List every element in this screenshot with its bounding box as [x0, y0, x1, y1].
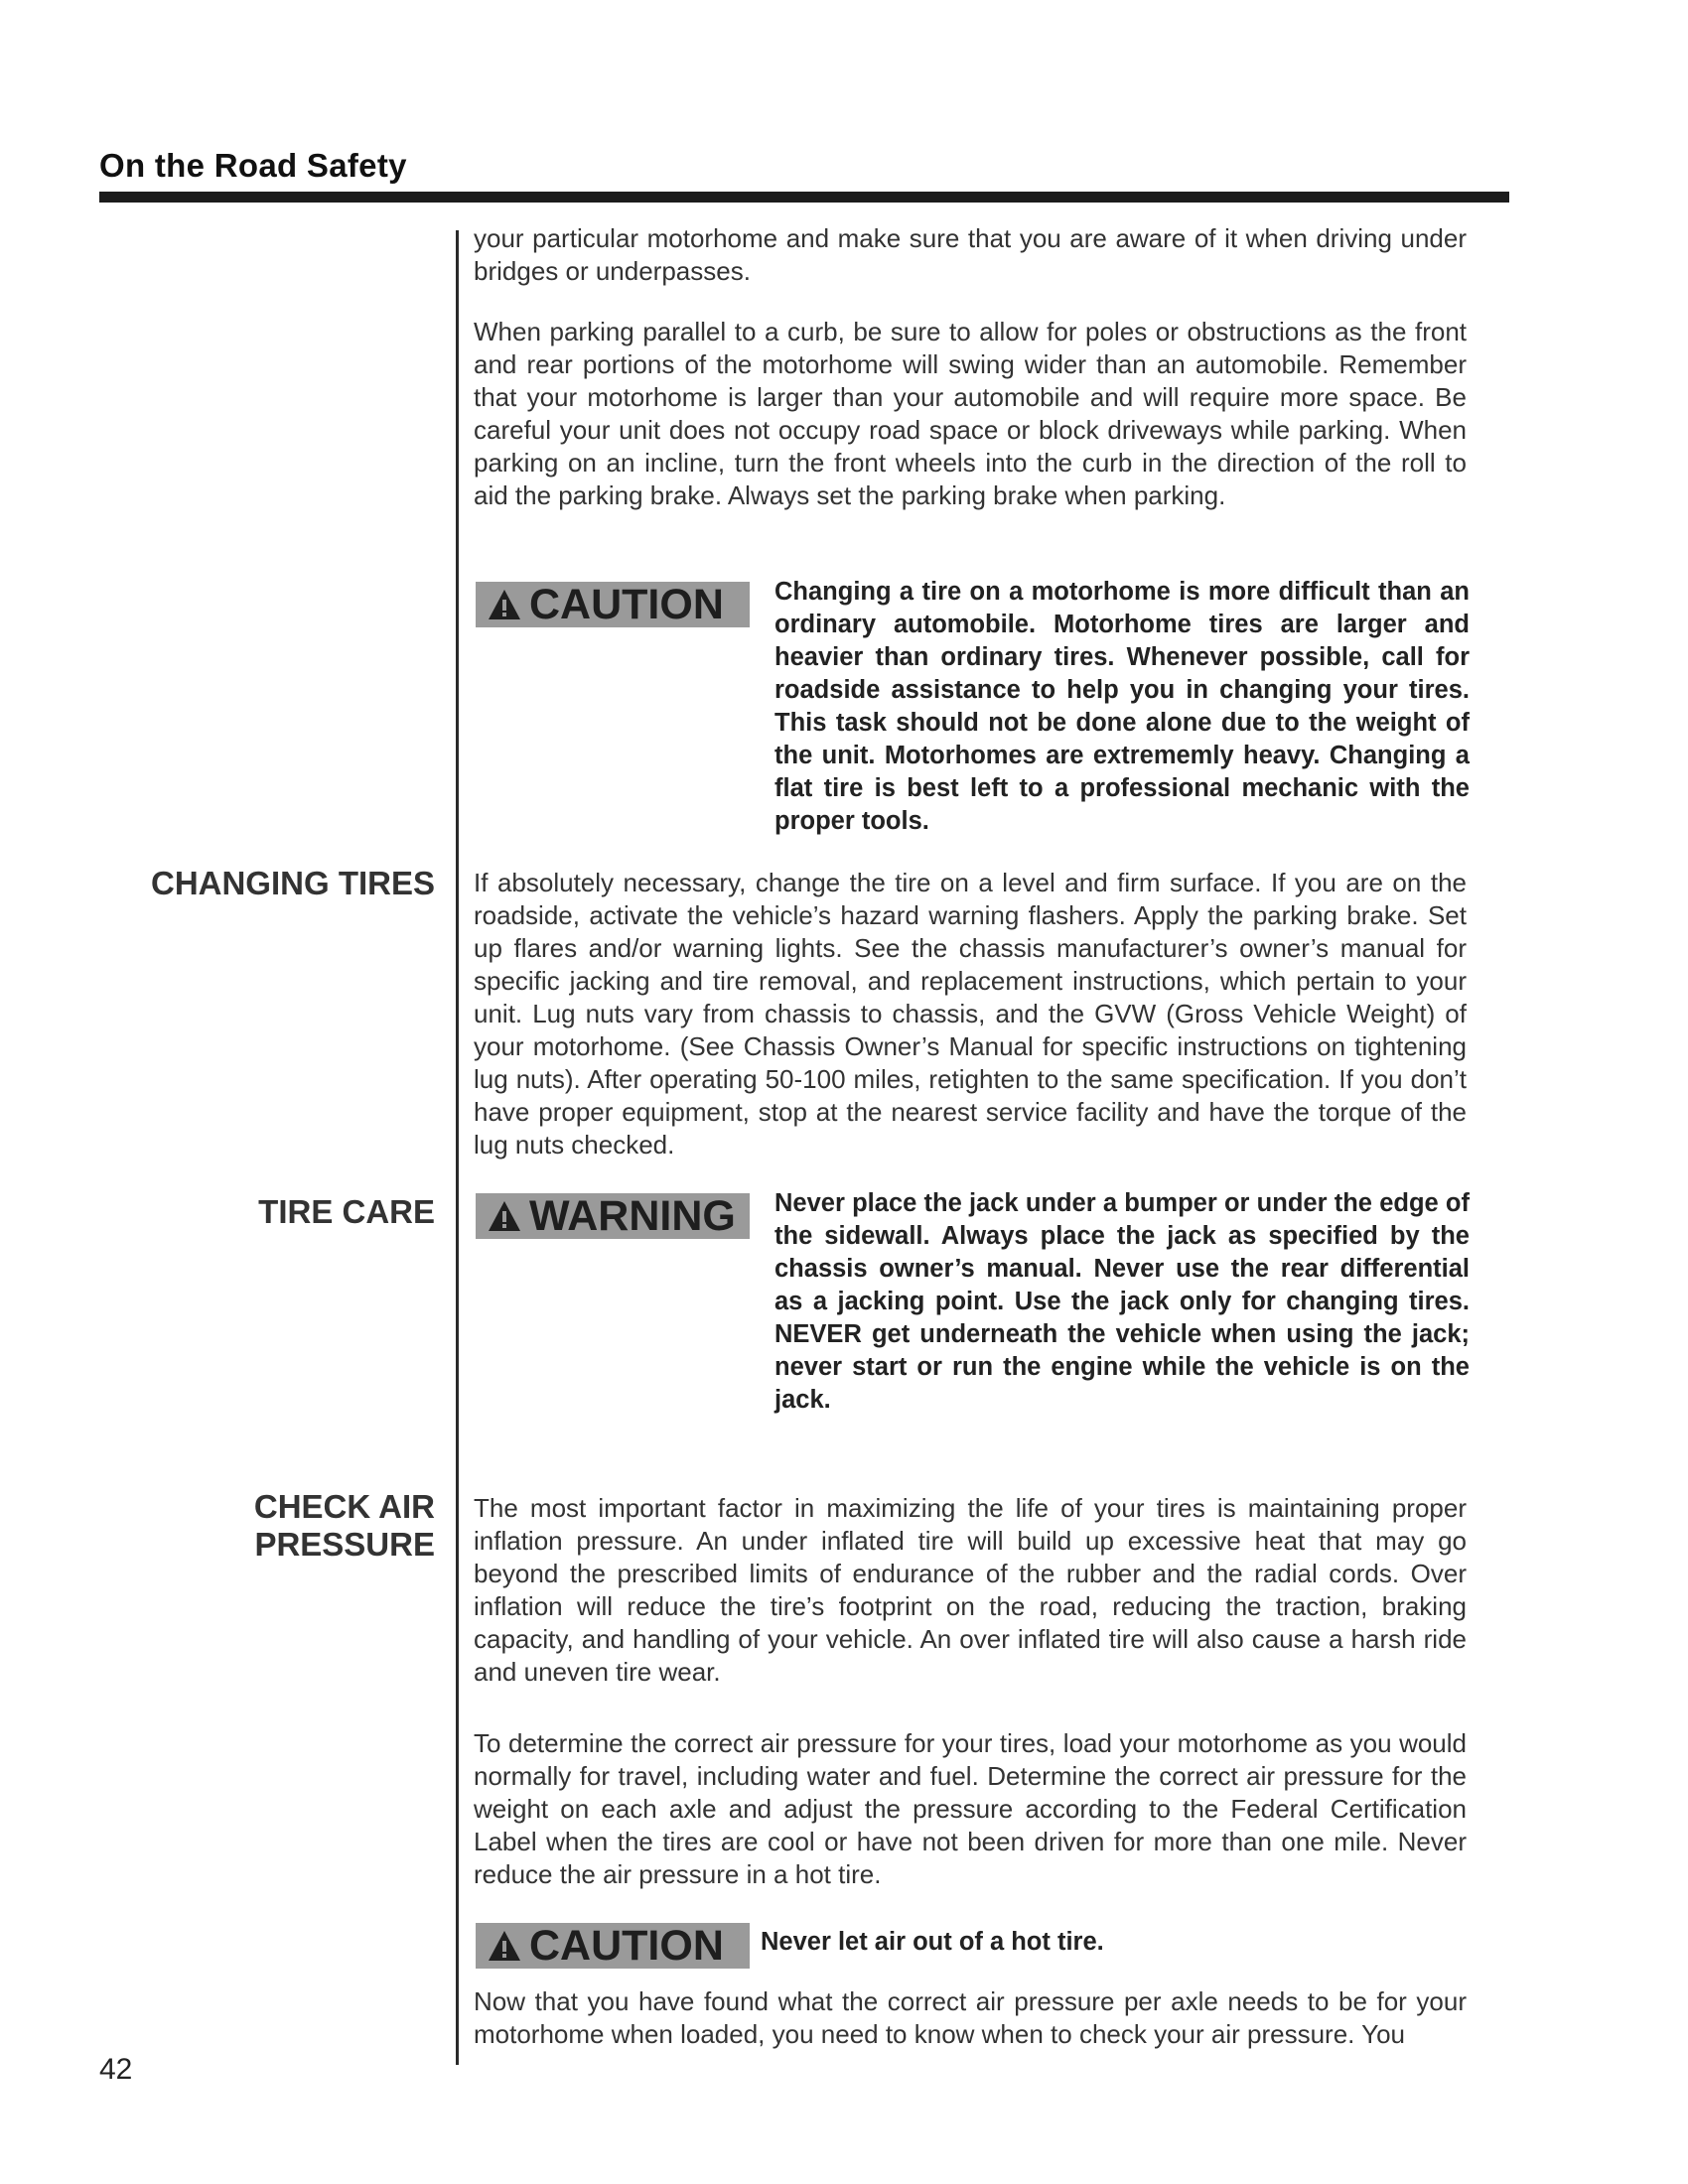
- paragraph-inflation: The most important factor in maximizing the life of your tires is maintaining proper inflation pressure. An under inflated tire will build up excessive heat that may go beyond the prescribed limits of endurance of the rubber and the radial cords. Over inflation will reduce the tire’s footprint on the road, reducing the traction, braking capacity, and handling of your vehicle. An over inflated tire will also cause a harsh ride and uneven tire wear.: [474, 1493, 1467, 1687]
- paragraph-check-pressure: Now that you have found what the correct air pressure per axle needs to be for your motorhome when loaded, you need to know when to check your air pressure. You: [474, 1986, 1467, 2049]
- caution-text-hot-tire: Never let air out of a hot tire.: [761, 1928, 1104, 1956]
- page-header-title: On the Road Safety: [99, 147, 407, 184]
- page-number: 42: [99, 2053, 133, 2086]
- warning-label: [476, 1193, 750, 1239]
- column-divider: [456, 230, 459, 2065]
- warning-label-text: WARNING: [529, 1192, 736, 1240]
- section-heading-line: CHECK AIR: [253, 1488, 435, 1525]
- header-rule: [99, 192, 1509, 203]
- caution-label: [476, 582, 750, 627]
- caution-text-changing-tire: Changing a tire on a motorhome is more difficult than an ordinary automobile. Motorhome tires are larger and heavier than ordinary tires. Whenever possible, call for roadside assistance to help you in changing your tires. This task should not be done alone due to the weight of the unit. Motorhomes are extrememly heavy. Changing a flat tire is best left to a professional mechanic with the proper tools.: [774, 578, 1470, 835]
- section-heading-line: PRESSURE: [254, 1526, 435, 1563]
- paragraph-parking: When parking parallel to a curb, be sure to allow for poles or obstructions as the front and rear portions of the motorhome will swing wider than an automobile. Remember that your motorhome is larger than your automobile and will require more space. Be careful your unit does not occupy road space or block driveways while parking. When parking on an incline, turn the front wheels into the curb in the direction of the roll to aid the parking brake. Always set the parking brake when parking.: [474, 317, 1467, 510]
- section-heading-check-air-pressure: [254, 1482, 435, 1570]
- warning-triangle-icon: [488, 1199, 521, 1233]
- section-heading-changing-tires: CHANGING TIRES: [150, 865, 435, 901]
- paragraph-determine-pressure: To determine the correct air pressure for your tires, load your motorhome as you would normally for travel, including water and fuel. Determine the correct air pressure for the weight on each axle and adjust the pressure according to the Federal Certification Label when the tires are cool or have not been driven for more than one mile. Never reduce the air pressure in a hot tire.: [474, 1728, 1467, 1889]
- section-heading-tire-care: TIRE CARE: [258, 1193, 435, 1230]
- caution-label-text: CAUTION: [529, 581, 724, 628]
- caution-label: [476, 1923, 750, 1969]
- warning-triangle-icon: [488, 1929, 521, 1963]
- warning-text-jack: Never place the jack under a bumper or under the edge of the sidewall. Always place the jack as specified by the chassis owner’s manual. Never use the rear differential as a jacking point. Use the jack only for changing tires. NEVER get underneath the vehicle when using the jack; never start or run the engine while the vehicle is on the jack.: [774, 1189, 1470, 1414]
- warning-triangle-icon: [488, 588, 521, 621]
- paragraph-changing-tires: If absolutely necessary, change the tire on a level and firm surface. If you are on the roadside, activate the vehicle’s hazard warning flashers. Apply the parking brake. Set up flares and/or warning lights. See the chassis manufacturer’s owner’s manual for specific jacking and tire removal, and replacement instructions, which pertain to your unit. Lug nuts vary from chassis to chassis, and the GVW (Gross Vehicle Weight) of your motorhome. (See Chassis Owner’s Manual for specific instructions on tightening lug nuts). After operating 50-100 miles, retighten to the same specification. If you don’t have proper equipment, stop at the nearest service facility and have the torque of the lug nuts checked.: [474, 868, 1467, 1160]
- paragraph-bridges: your particular motorhome and make sure that you are aware of it when driving under bridges or underpasses.: [474, 223, 1467, 286]
- caution-label-text: CAUTION: [529, 1922, 724, 1970]
